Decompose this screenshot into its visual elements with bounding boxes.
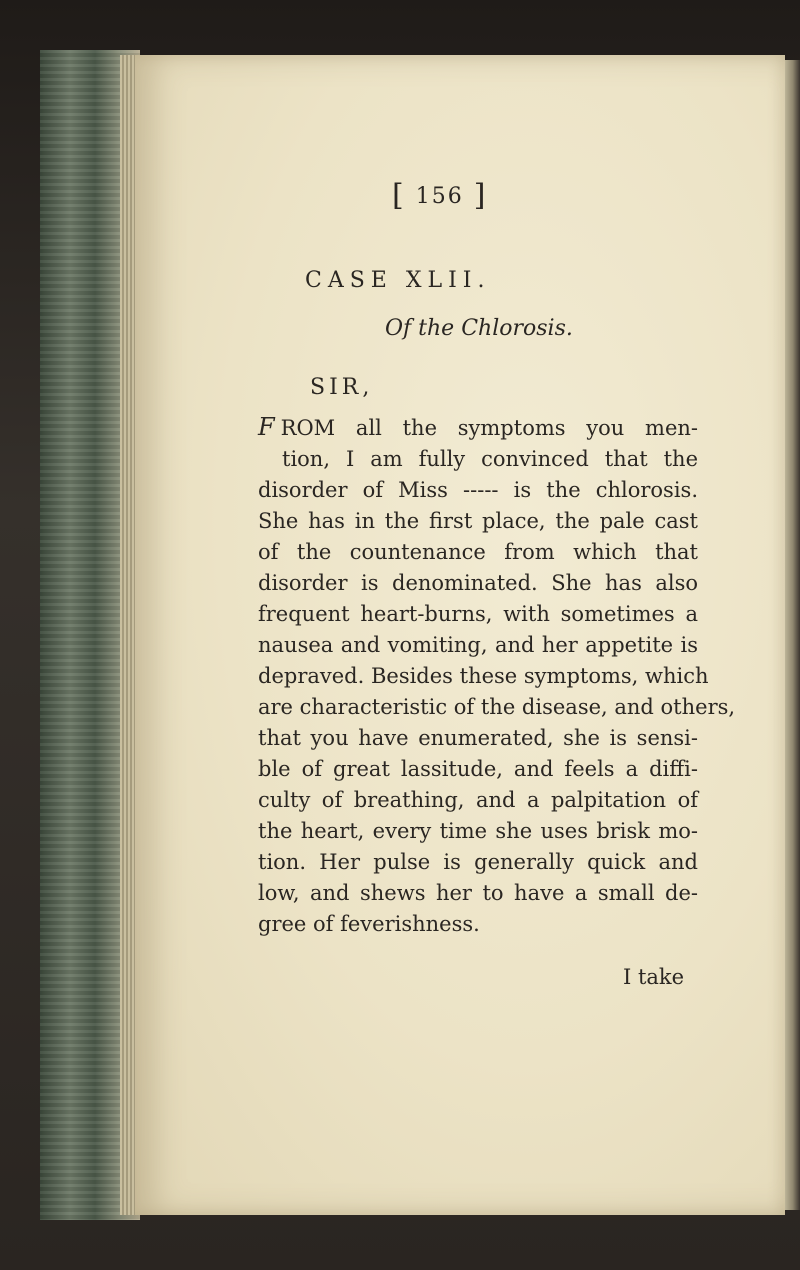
body-line: disorder is denominated. She has also <box>258 571 698 595</box>
body-line: disorder of Miss ----- is the chlorosis. <box>258 478 698 502</box>
body-line: frequent heart-burns, with sometimes a <box>258 602 698 626</box>
body-line: depraved. Besides these symptoms, which <box>258 664 709 688</box>
page-number: [ 156 ] <box>392 178 488 213</box>
salutation: SIR, <box>310 375 374 400</box>
letter-body <box>258 412 736 940</box>
catchword: I take <box>623 965 685 989</box>
case-subtitle: Of the Chlorosis. <box>385 316 573 341</box>
body-line: the heart, every time she uses brisk mo- <box>258 819 698 843</box>
body-line: gree of feverishness. <box>258 912 480 936</box>
body-line: nausea and vomiting, and her appetite is <box>258 633 698 657</box>
case-title: CASE XLII. <box>305 268 491 293</box>
body-line: tion. Her pulse is generally quick and <box>258 850 698 874</box>
body-line: She has in the first place, the pale cast <box>258 509 698 533</box>
body-line: of the countenance from which that <box>258 540 698 564</box>
body-line: that you have enumerated, she is sensi- <box>258 726 698 750</box>
drop-cap: F <box>258 413 275 441</box>
body-line: culty of breathing, and a palpitation of <box>258 788 698 812</box>
body-line: F ROM all the symptoms you men- <box>258 413 698 441</box>
body-line: ble of great lassitude, and feels a diffi- <box>258 757 698 781</box>
body-line: low, and shews her to have a small de- <box>258 881 698 905</box>
body-line: are characteristic of the disease, and others, <box>258 695 736 719</box>
body-line: tion, I am fully convinced that the <box>282 447 698 471</box>
